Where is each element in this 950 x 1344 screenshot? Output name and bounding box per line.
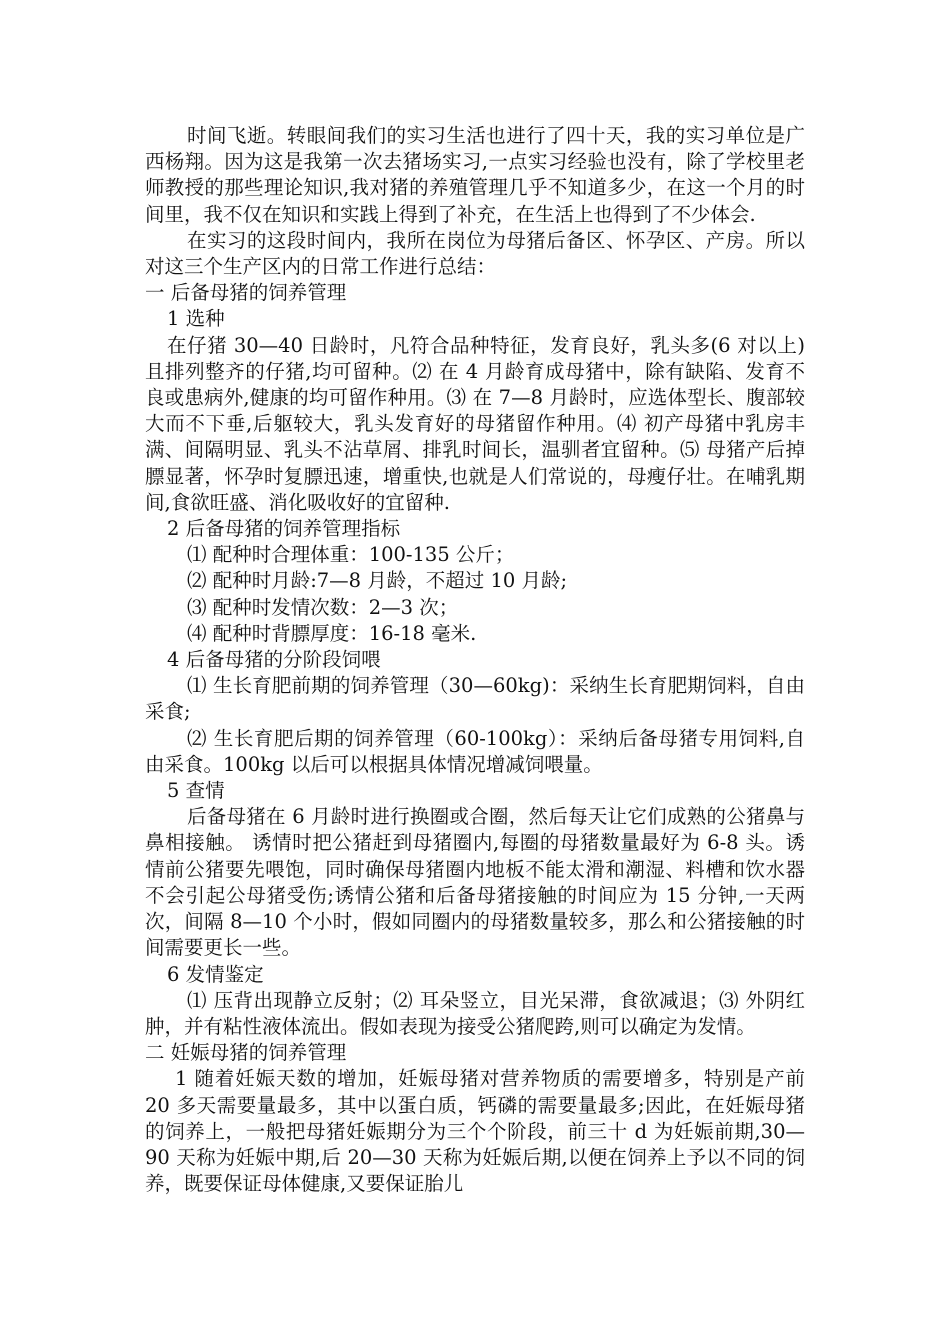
pregnancy-paragraph: 1 随着妊娠天数的增加，妊娠母猪对营养物质的需要增多，特别是产前 20 多天需要量最多，其中以蛋白质，钙磷的需要量最多;因此，在妊娠母猪的饲养上，一般把母猪妊娠期分为三个个阶段，前三十 d 为妊娠前期,30—90 天称为妊娠中期,后 20—30 天称为妊娠后期,以便在饲养上予以不同的饲养，既要保证母体健康,又要保证胎儿 <box>145 1067 805 1196</box>
staged-feeding-item-2: ⑵ 生长育肥后期的饲养管理（60-100kg）：采纳后备母猪专用饲料,自由采食。100kg 以后可以根据具体情况增减饲喂量。 <box>145 726 805 776</box>
subheading-indicators: 2 后备母猪的饲养管理指标 <box>167 517 401 541</box>
overview-paragraph: 在实习的这段时间内，我所在岗位为母猪后备区、怀孕区、产房。所以对这三个生产区内的日常工作进行总结： <box>145 228 805 279</box>
indicator-item-3: ⑶ 配种时发情次数：2—3 次； <box>187 595 459 619</box>
selection-paragraph: 在仔猪 30—40 日龄时，凡符合品种特征，发育良好，乳头多(6 对以上)且排列整齐的仔猪,均可留种。⑵ 在 4 月龄育成母猪中，除有缺陷、发育不良或患病外,健康的均可留作种用。⑶ 在 7—8 月龄时，应选体型长、腹部较大而不下垂,后躯较大，乳头发育好的母猪留作种用。⑷ 初产母猪中乳房丰满、间隔明显、乳头不沾草屑、排乳时间长，温驯者宜留种。⑸ 母猪产后掉膘显著，怀孕时复膘迅速，增重快,也就是人们常说的，母瘦仔壮。在哺乳期间,食欲旺盛、消化吸收好的宜留种. <box>145 333 805 514</box>
subheading-heat-check: 5 查情 <box>167 779 225 803</box>
section-heading-2: 二 妊娠母猪的饲养管理 <box>145 1041 347 1065</box>
staged-feeding-item-1: ⑴ 生长育肥前期的饲养管理（30—60kg)：采纳生长育肥期饲料，自由采食; <box>145 674 805 724</box>
subheading-estrus-identification: 6 发情鉴定 <box>167 962 264 986</box>
subheading-staged-feeding: 4 后备母猪的分阶段饲喂 <box>167 648 381 672</box>
subheading-selection: 1 选种 <box>167 307 225 331</box>
section-heading-1: 一 后备母猪的饲养管理 <box>145 281 347 305</box>
intro-paragraph: 时间飞逝。转眼间我们的实习生活也进行了四十天，我的实习单位是广西杨翔。因为这是我第一次去猪场实习,一点实习经验也没有，除了学校里老师教授的那些理论知识,我对猪的养殖管理几乎不知道多少，在这一个月的时间里，我不仅在知识和实践上得到了补充，在生活上也得到了不少体会. <box>145 124 805 226</box>
document-body <box>145 123 805 1197</box>
indicator-item-4: ⑷ 配种时背膘厚度：16-18 毫米. <box>187 621 477 645</box>
estrus-identification-paragraph: ⑴ 压背出现静立反射；⑵ 耳朵竖立，目光呆滞，食欲减退；⑶ 外阴红肿，并有粘性液体流出。假如表现为接受公猪爬跨,则可以确定为发情。 <box>145 988 805 1038</box>
indicator-item-1: ⑴ 配种时合理体重：100-135 公斤； <box>187 543 515 567</box>
indicator-item-2: ⑵ 配种时月龄:7—8 月龄，不超过 10 月龄; <box>187 569 568 593</box>
heat-check-paragraph: 后备母猪在 6 月龄时进行换圈或合圈，然后每天让它们成熟的公猪鼻与鼻相接触。 诱情时把公猪赶到母猪圈内,每圈的母猪数量最好为 6-8 头。诱情前公猪要先喂饱，同时确保母猪圈内地板不能太滑和潮湿、料槽和饮水器不会引起公母猪受伤;诱情公猪和后备母猪接触的时间应为 15 分钟,一天两次，间隔 8—10 个小时，假如同圈内的母猪数量较多，那么和公猪接触的时间需要更长一些。 <box>145 805 805 960</box>
